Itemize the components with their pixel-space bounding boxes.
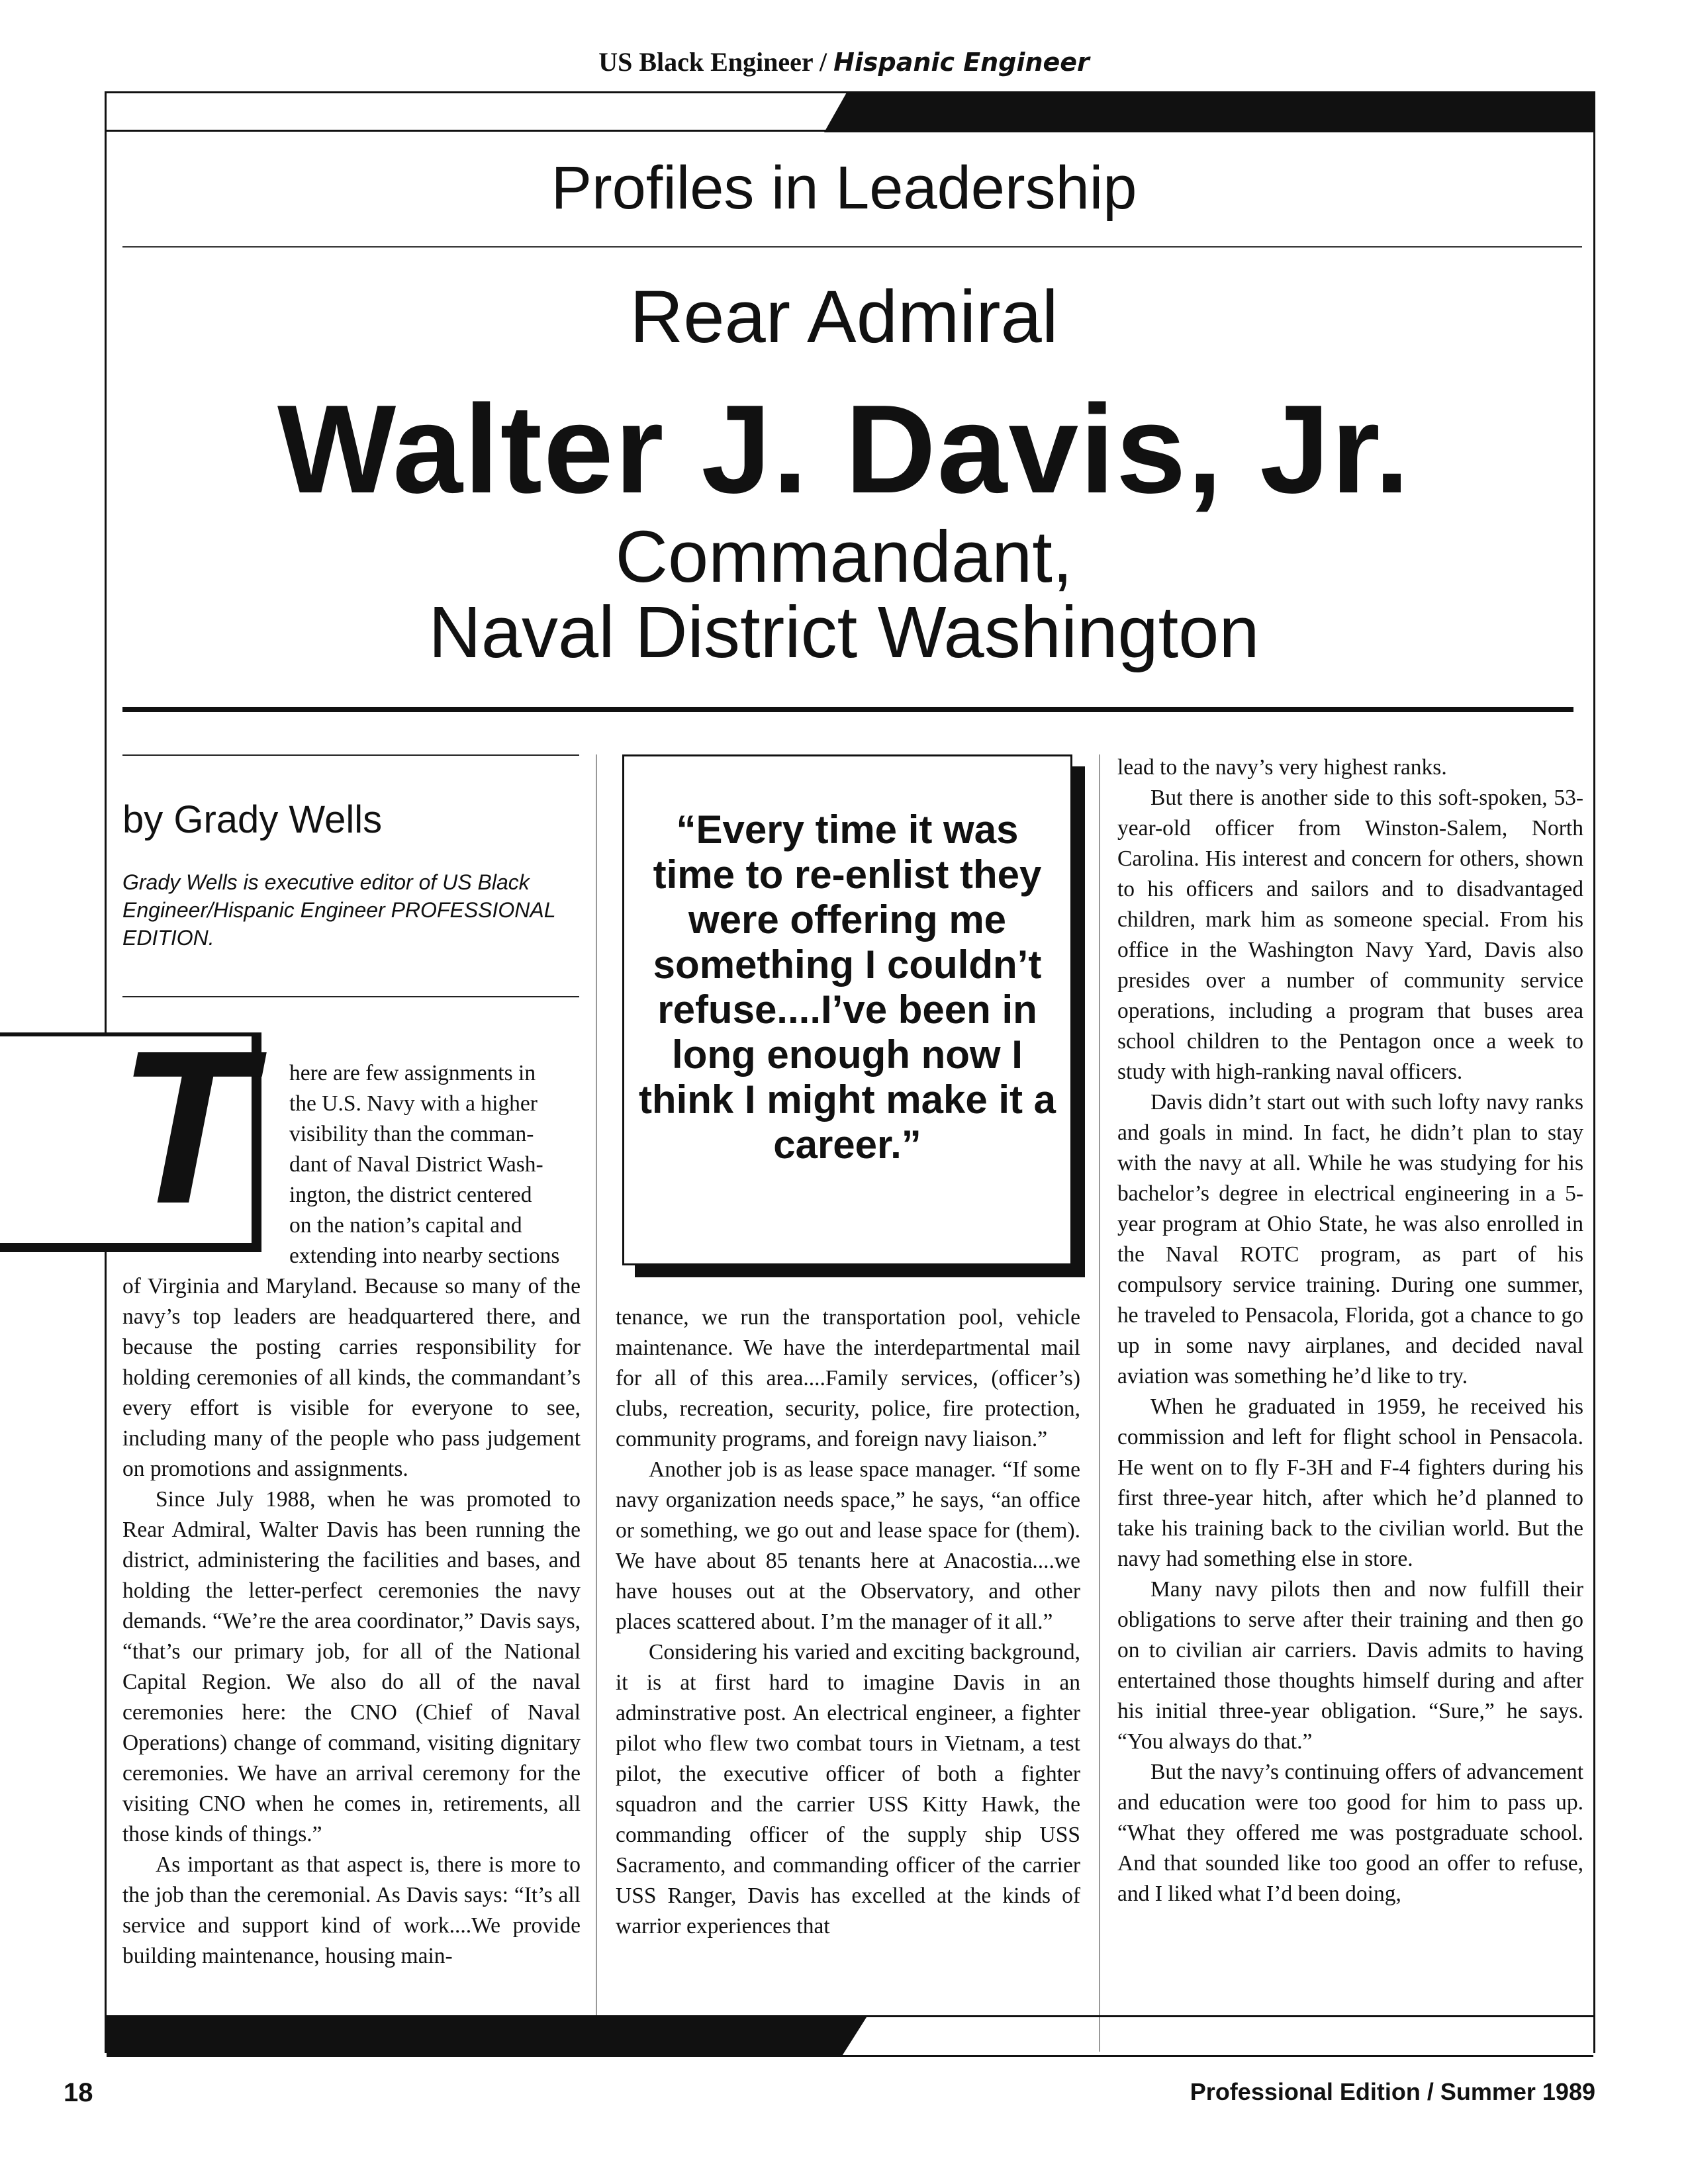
- text-line: visibility than the comman-: [289, 1122, 534, 1146]
- running-header: [0, 46, 1688, 77]
- paragraph: Considering his varied and exciting background, it is at first hard to imagine Davis in an adminstrative post. An electrical engineer, a fighter pilot who flew two combat tours in Vietnam, a test pilot, the executive officer of both a fighter squadron and the carrier USS Kitty Hawk, the commanding officer of the supply ship USS Sacramento, and commanding officer of the carrier USS Ranger, Davis has excelled at the kinds of warrior experiences that: [616, 1640, 1080, 1938]
- publication-name: US Black Engineer /: [598, 47, 834, 77]
- author-note: Grady Wells is executive editor of US Black Engineer/Hispanic Engineer PROFESSIONAL EDITION.: [122, 870, 555, 950]
- paragraph: When he graduated in 1959, he received his commission and left for flight school in Pensacola. He went on to fly F-3H and F-4 fighters during his first three-year hitch, after which he’d planned to take his training back to the civilian world. But the navy had something else in store.: [1117, 1394, 1583, 1571]
- drop-cap: T: [118, 1005, 252, 1249]
- text-line: extending into nearby sections: [289, 1244, 560, 1268]
- subject-role-line-2: Naval District Washington: [428, 592, 1260, 673]
- column-divider: [596, 754, 597, 2052]
- footer-rule: [107, 2015, 1593, 2017]
- paragraph: Davis didn’t start out with such lofty navy ranks and goals in mind. In fact, he didn’t plan to stay with the navy at all. While he was studying for his bachelor’s degree in electrical engineering in a 5-year program at Ohio State, he was also enrolled in the Naval ROTC program, as part of his compulsory service training. During one summer, he traveled to Pensacola, Florida, got a chance to go up in some navy airplanes, and decided naval aviation was something he’d like to try.: [1117, 1090, 1583, 1388]
- text-line: ington, the district centered: [289, 1183, 532, 1207]
- publication-name-secondary: Hispanic Engineer: [833, 48, 1090, 77]
- pull-quote: “Every time it was time to re-enlist they were offering me something I couldn’t refuse....I’ve been in long enough now I think I might make it a career.”: [638, 807, 1056, 1167]
- paragraph: tenance, we run the transportation pool, vehicle maintenance. We have the interdepartmental mail for all of this area....Family services, (officer’s) clubs, recreation, security, police, fire protection, community programs, and foreign navy liaison.”: [616, 1305, 1080, 1451]
- top-black-band: [824, 91, 1595, 132]
- paragraph: But there is another side to this soft-spoken, 53-year-old officer from Winston-Salem, North Carolina. His interest and concern for others, shown to his officers and sailors and to disadvantaged children, mark him as someone special. From his office in the Washington Navy Yard, Davis also presides over a number of community service operations, including a program that buses area school children to the Pentagon once a week to study with high-ranking naval officers.: [1117, 786, 1583, 1084]
- paragraph: But the navy’s continuing offers of advancement and education were too good for him to pass up. “What they offered me was postgraduate school. And that sounded like too good an offer to refuse, and I liked what I’d been doing,: [1117, 1760, 1583, 1906]
- paragraph: As important as that aspect is, there is more to the job than the ceremonial. As Davis says: “It’s all service and support kind of work....We provide building maintenance, housing main-: [122, 1852, 581, 1968]
- text-line: on the nation’s capital and: [289, 1213, 522, 1238]
- byline-rule-bottom: [122, 996, 579, 997]
- column-1-body: [122, 1271, 581, 1972]
- subject-name: Walter J. Davis, Jr.: [277, 379, 1411, 520]
- paragraph: Many navy pilots then and now fulfill their obligations to serve after their training and then go on to civilian air carriers. Davis admits to having entertained those thoughts himself during and after his initial three-year obligation. “Sure,” he says. “You always do that.”: [1117, 1577, 1583, 1754]
- paragraph: Since July 1988, when he was promoted to Rear Admiral, Walter Davis has been running the district, administering the facilities and bases, and holding the letter-perfect ceremonies the navy demands. “We’re the area coordinator,” Davis says, “that’s our primary job, for all of the National Capital Region. We also do all of the naval ceremonies here: the CNO (Chief of Naval Operations) change of command, visiting dignitary ceremonies. We have an arrival ceremony for the visiting CNO when he comes in, retirements, all those kinds of things.”: [122, 1487, 581, 1846]
- column-2-body: [616, 1302, 1080, 1942]
- subject-role-line-1: Commandant,: [615, 516, 1073, 598]
- byline: by Grady Wells: [122, 798, 383, 841]
- page-number: 18: [64, 2078, 93, 2107]
- section-title: Profiles in Leadership: [551, 154, 1137, 222]
- byline-rule-top: [122, 754, 579, 756]
- paragraph: Another job is as lease space manager. “If some navy organization needs space,” he says, “an office or something, we go out and lease space for (them). We have about 85 tenants here at Anacostia....we have houses out at the Observatory, and other places scattered about. I’m the manager of it all.”: [616, 1457, 1080, 1634]
- column-divider: [1099, 754, 1100, 2052]
- paragraph: of Virginia and Maryland. Because so many of the navy’s top leaders are headquartered there, and because the posting carries responsibility for holding ceremonies of all kinds, the commandant’s every effort is visible for everyone to see, including many of the people who pass judgement on promotions and assignments.: [122, 1274, 581, 1481]
- title-divider: [122, 246, 1582, 248]
- column-1-dropcap-text: [289, 1058, 581, 1271]
- issue-label: Professional Edition / Summer 1989: [1190, 2078, 1595, 2105]
- title-block-rule: [122, 707, 1573, 712]
- text-line: dant of Naval District Wash-: [289, 1152, 543, 1177]
- header-rule: [107, 130, 1593, 132]
- text-line: here are few assignments in: [289, 1061, 536, 1085]
- paragraph: lead to the navy’s very highest ranks.: [1117, 755, 1447, 780]
- footer-bottom-rule: [107, 2055, 1593, 2057]
- column-3-body: [1117, 752, 1583, 1909]
- text-line: the U.S. Navy with a higher: [289, 1091, 538, 1116]
- subject-rank: Rear Admiral: [630, 275, 1058, 358]
- bottom-black-band: [107, 2017, 867, 2057]
